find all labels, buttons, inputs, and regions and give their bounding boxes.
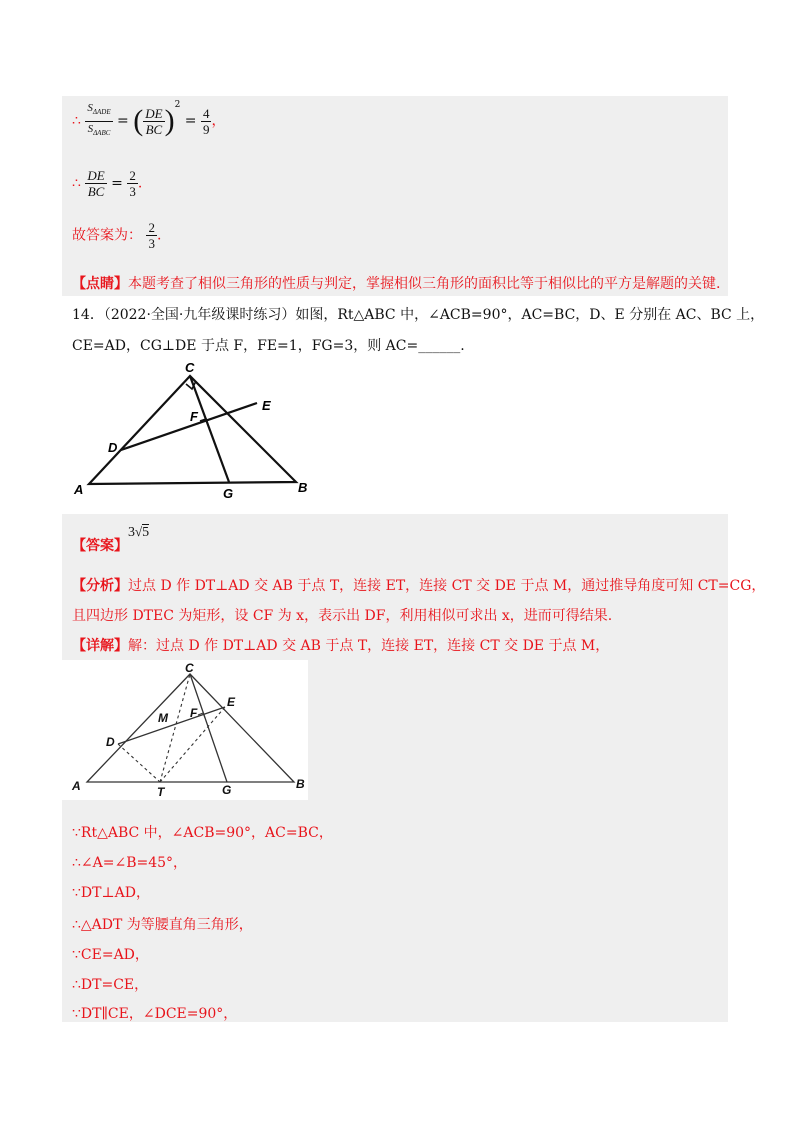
dianjing-text: 本题考查了相似三角形的性质与判定，掌握相似三角形的面积比等于相似比的平方是解题的关键. (128, 276, 721, 292)
square-exponent: 2 (174, 100, 181, 110)
fig2-label-f: F (190, 706, 198, 720)
fig2-label-c: C (185, 661, 194, 675)
analysis-line-2: 且四边形 DTEC 为矩形，设 CF 为 x，表示出 DF，利用相似可求出 x，进而可得结果. (72, 608, 613, 624)
area-fraction: $\frac{S_{\Delta ADE}}{S_{\Delta ABC}}$ (87, 102, 111, 137)
four-ninths-fraction: $\frac{4}{9}$ (202, 105, 210, 137)
step-1: ∵Rt△ABC 中，∠ACB=90°，AC=BC， (72, 825, 333, 841)
step-4: ∴△ADT 为等腰直角三角形， (72, 917, 253, 933)
de-bc-fraction: $\frac{DE}{BC}$ (87, 168, 105, 199)
step-7: ∵DT∥CE，∠DCE=90°， (72, 1006, 238, 1022)
fig1-label-e: E (262, 398, 271, 413)
fig1-label-f: F (190, 409, 198, 424)
fig1-label-g: G (223, 486, 234, 501)
fig2-label-d: D (106, 735, 115, 749)
area-ratio-line: ∴ $\frac{S_{\Delta ADE}}{S_{\Delta ABC}}$ = ( $\frac{DE}{BC}$ )$^2$ = $\frac{4}{9}$ ， (72, 100, 225, 141)
dianjing-tag: 【点睛】 (72, 276, 128, 292)
similarity-ratio-line: ∴ $\frac{DE}{BC}$ = $\frac{2}{3}$ . (72, 168, 143, 199)
detail-tag: 【详解】 (72, 638, 128, 654)
step-2: ∴∠A=∠B=45°， (72, 855, 188, 871)
fig2-label-g: G (222, 783, 232, 797)
equals-sign: = (111, 175, 123, 192)
two-thirds-fraction: $\frac{2}{3}$ (129, 168, 136, 199)
fig2-label-a: A (72, 779, 81, 793)
answer-tag-line (72, 524, 150, 554)
figure-1-triangle (72, 358, 322, 503)
fig2-label-m: M (158, 711, 168, 725)
problem-line-1: 14．（2022·全国·九年级课时练习）如图，Rt△ABC 中，∠ACB=90°，AC=BC，D、E 分别在 AC、BC 上， (72, 307, 765, 323)
therefore-symbol: ∴ (72, 113, 81, 129)
fig2-label-b: B (296, 777, 305, 791)
fig1-label-a: A (74, 482, 84, 497)
two-thirds-fraction: $\frac{2}{3}$ (148, 220, 155, 251)
dianjing-line (72, 273, 720, 293)
therefore-symbol: ∴ (72, 175, 81, 192)
fig1-label-d: D (108, 440, 118, 455)
analysis-tag: 【分析】 (72, 578, 128, 594)
answer-prefix: 故答案为： (72, 227, 142, 244)
answer-line: 故答案为： $\frac{2}{3}$ . (72, 220, 162, 251)
fig1-label-b: B (298, 480, 308, 495)
answer-value: 3√5 (128, 524, 150, 540)
problem-line-2: CE=AD，CG⊥DE 于点 F，FE=1，FG=3，则 AC=______. (72, 338, 465, 354)
answer-tag: 【答案】 (72, 538, 128, 554)
equals-sign: = (184, 113, 197, 129)
detail-line: 【详解】解：过点 D 作 DT⊥AD 交 AB 于点 T，连接 ET，连接 CT 交 DE 于点 M， (72, 638, 610, 654)
step-5: ∵CE=AD， (72, 947, 149, 963)
figure-2-construction (62, 660, 308, 800)
analysis-line-1: 【分析】过点 D 作 DT⊥AD 交 AB 于点 T，连接 ET，连接 CT 交 DE 于点 M，通过推导角度可知 CT=CG， (72, 578, 766, 594)
fig2-label-t: T (157, 785, 165, 799)
step-6: ∴DT=CE， (72, 977, 149, 993)
de-bc-fraction: $\frac{DE}{BC}$ (145, 105, 163, 137)
fig1-label-c: C (185, 360, 195, 375)
step-3: ∵DT⊥AD， (72, 885, 150, 901)
equals-sign: = (117, 113, 129, 129)
fig2-label-e: E (227, 695, 236, 709)
